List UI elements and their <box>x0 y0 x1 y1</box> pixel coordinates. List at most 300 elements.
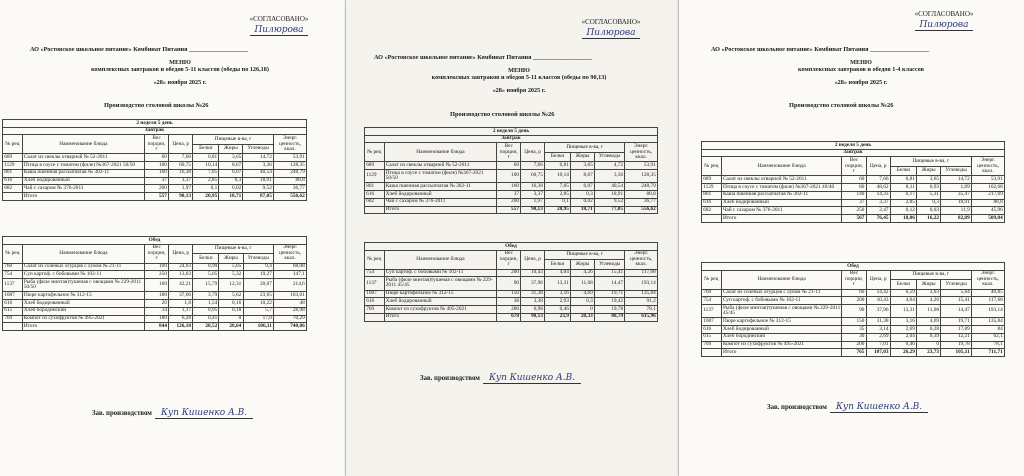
carbs: 3,36 <box>594 170 624 183</box>
col-header-nutrients: Пищевые в-ва, г <box>193 244 274 253</box>
total-energy: 556,62 <box>274 192 307 200</box>
recipe-number: 689 <box>702 176 722 184</box>
protein: 0,46 <box>890 341 916 349</box>
protein: 15,79 <box>193 279 219 292</box>
recipe-number: 1137 <box>702 305 722 318</box>
energy: 117,68 <box>625 269 658 277</box>
col-header-dish: Наименование блюда <box>22 244 144 263</box>
fat: 3,03 <box>917 289 941 297</box>
total-carbs: 88,79 <box>594 313 624 321</box>
total-energy: 509,04 <box>971 214 1004 222</box>
energy: 248,79 <box>625 183 658 191</box>
col-header-nutrients: Пищевые в-ва, г <box>890 270 971 279</box>
fat: 0,28 <box>917 326 941 334</box>
school-name: Производство столовой школы №26 <box>789 102 894 109</box>
col-header-protein: Белки <box>193 144 219 153</box>
dish-name: Салат из свеклы отварной № 52-2011 <box>721 176 842 184</box>
dish-name: Хлеб йодированный <box>721 199 842 207</box>
menu-sheet-3 <box>679 0 1024 476</box>
dish-name: Хлеб бородинский <box>721 333 842 341</box>
menu-date: «28» ноября 2025 г. <box>492 87 546 95</box>
total-protein: 20,95 <box>545 206 571 214</box>
fat: 3,65 <box>917 176 941 184</box>
col-header-carbs: Углеводы <box>941 280 972 289</box>
footer-label: Зав. производством <box>767 404 827 411</box>
energy: 48 <box>274 300 307 308</box>
col-header-fat: Жиры <box>219 144 243 153</box>
price: 16,38 <box>169 169 193 177</box>
recipe-number: 615 <box>702 333 722 341</box>
approval-label: «СОГЛАСОВАНО» <box>914 10 974 18</box>
empty-cell <box>365 313 385 321</box>
portion-weight: 250 <box>842 207 866 215</box>
table-row <box>702 184 1005 192</box>
energy: 128,35 <box>274 162 307 170</box>
organization-name: АО «Ростовское школьное питание» Комбинат Питания ___________________ <box>30 46 248 53</box>
price: 42,21 <box>169 279 193 292</box>
total-label: Итого <box>22 323 144 331</box>
portion-weight: 30 <box>842 333 866 341</box>
fat: 0,3 <box>219 177 243 185</box>
carbs: 14,72 <box>941 176 972 184</box>
carbs: 15,41 <box>594 269 624 277</box>
fat: 4,26 <box>571 269 595 277</box>
recipe-number: 769 <box>3 315 23 323</box>
total-fat: 16,22 <box>917 214 941 222</box>
portion-weight: 160 <box>145 169 169 177</box>
breakfast-section-title: Завтрак <box>365 135 658 143</box>
carbs: 19,71 <box>941 318 972 326</box>
dish-name: Салат из свеклы отварной № 52-2011 <box>384 162 497 170</box>
col-header-energy: Энерг. ценность, ккал. <box>274 244 307 263</box>
price: 1,97 <box>521 198 545 206</box>
menu-date: «28» ноября 2025 г. <box>834 79 888 87</box>
lunch-rows <box>3 263 307 330</box>
table-row <box>702 199 1005 207</box>
recipe-number: 769 <box>702 341 722 349</box>
price: 7,66 <box>521 162 545 170</box>
recipe-number: 1137 <box>3 279 23 292</box>
dish-name: Суп картоф. с бобовыми № 102-11 <box>22 271 144 279</box>
dish-name: Чай с сахаром № 376-2011 <box>721 207 842 215</box>
recipe-number: 760 <box>3 263 23 271</box>
fat: 0,39 <box>917 333 941 341</box>
total-weight: 844 <box>145 323 169 331</box>
dish-name: Птица в соусе с томатом (филе) №367-2021 50/50 <box>384 170 497 183</box>
total-label: Итого <box>22 192 144 200</box>
menu-table-lunch <box>364 242 658 322</box>
recipe-number: 689 <box>3 154 23 162</box>
dish-name: Компот из сухофруктов № 495-2021 <box>22 315 144 323</box>
dish-name: Хлеб йодированный <box>22 177 144 185</box>
dish-name: Чай с сахаром № 376-2011 <box>22 185 144 193</box>
price: 3,38 <box>521 298 545 306</box>
col-header-price: Цена, р <box>866 270 890 289</box>
col-header-weight: Вес порции, г <box>842 157 866 176</box>
approval-label: «СОГЛАСОВАНО» <box>249 15 309 23</box>
col-header-dish: Наименование блюда <box>384 250 497 269</box>
price: 6,28 <box>169 315 193 323</box>
menu-header <box>711 46 1011 87</box>
dish-name: Салат из соленых огурцов с луком № 21-11 <box>22 263 144 271</box>
dish-name: Салат из свеклы отварной № 52-2011 <box>22 154 144 162</box>
col-header-dish: Наименование блюда <box>721 270 842 289</box>
dish-name: Хлеб бородинский <box>22 307 144 315</box>
total-carbs: 87,05 <box>243 192 274 200</box>
total-fat: 20,33 <box>571 313 595 321</box>
price: 13,03 <box>169 271 193 279</box>
energy: 68,08 <box>274 263 307 271</box>
organization-name: АО «Ростовское школьное питание» Комбинат Питания ___________________ <box>374 54 592 61</box>
portion-weight: 150 <box>497 290 521 298</box>
signature-footer <box>92 408 253 418</box>
carbs: 17,89 <box>941 326 972 334</box>
carbs: 19,78 <box>594 306 624 314</box>
protein: 13,31 <box>545 277 571 290</box>
fat: 0,02 <box>571 198 595 206</box>
recipe-number: 616 <box>702 326 722 334</box>
portion-weight: 20 <box>145 300 169 308</box>
total-price: 90,13 <box>521 313 545 321</box>
total-carbs: 77,05 <box>594 206 624 214</box>
energy: 53,91 <box>971 176 1004 184</box>
fat: 3,65 <box>571 162 595 170</box>
price: 1,8 <box>169 300 193 308</box>
price: 10,43 <box>521 269 545 277</box>
col-header-dish: Наименование блюда <box>22 135 144 154</box>
col-header-protein: Белки <box>545 260 571 269</box>
lunch-rows <box>702 289 1005 356</box>
total-label: Итого <box>721 349 842 357</box>
col-header-carbs: Углеводы <box>594 152 624 161</box>
breakfast-section-title: Завтрак <box>702 149 1005 157</box>
portion-weight: 37 <box>497 191 521 199</box>
protein: 0,1 <box>193 185 219 193</box>
total-protein: 20,95 <box>193 192 219 200</box>
fat: 0 <box>219 315 243 323</box>
col-header-fat: Жиры <box>571 152 595 161</box>
protein: 4,04 <box>545 269 571 277</box>
carbs: 1,89 <box>941 184 972 192</box>
col-header-energy: Энерг. ценность, ккал. <box>274 135 307 154</box>
energy: 248,79 <box>274 169 307 177</box>
portion-weight: 37 <box>145 177 169 185</box>
protein: 1,54 <box>193 300 219 308</box>
dish-name: Рыба (филе минтая)тушеная с овощами № 229-2011 45/45 <box>384 277 497 290</box>
energy: 193,14 <box>971 305 1004 318</box>
price: 1,17 <box>169 307 193 315</box>
menu-sheet-1 <box>0 0 345 476</box>
fat: 5,62 <box>219 292 243 300</box>
fat: 12,31 <box>219 279 243 292</box>
protein: 2,93 <box>545 298 571 306</box>
menu-table-lunch <box>701 262 1005 357</box>
total-label: Итого <box>384 313 497 321</box>
carbs: 17,8 <box>243 315 274 323</box>
breakfast-rows <box>365 162 658 214</box>
total-energy: 711,71 <box>971 349 1004 357</box>
fat: 11,08 <box>917 305 941 318</box>
fat: 0 <box>917 341 941 349</box>
protein: 5,05 <box>193 271 219 279</box>
recipe-number: 616 <box>365 298 385 306</box>
price: 3,37 <box>169 177 193 185</box>
menu-header <box>30 46 330 87</box>
table-row <box>3 292 307 300</box>
recipe-number: 682 <box>365 198 385 206</box>
recipe-number: 689 <box>365 162 385 170</box>
table-row <box>365 298 658 306</box>
col-header-protein: Белки <box>890 166 916 175</box>
col-header-recipe: № рец <box>702 157 722 176</box>
recipe-number: 754 <box>702 297 722 305</box>
table-row <box>3 271 307 279</box>
energy: 88,8 <box>971 199 1004 207</box>
fat: 6,07 <box>219 169 243 177</box>
table-row <box>365 183 658 191</box>
dish-name: Каша пшенная рассыпчатая № 302-11 <box>721 191 842 199</box>
energy: 78,1 <box>625 306 658 314</box>
total-fat: 28,64 <box>219 323 243 331</box>
carbs: 19,27 <box>243 271 274 279</box>
col-header-carbs: Углеводы <box>594 260 624 269</box>
carbs: 19,42 <box>594 298 624 306</box>
protein: 7,05 <box>193 169 219 177</box>
table-row <box>702 318 1005 326</box>
total-row <box>365 313 658 321</box>
col-header-price: Цена, р <box>521 143 545 162</box>
total-weight: 557 <box>497 206 521 214</box>
portion-weight: 60 <box>497 162 521 170</box>
portion-weight: 160 <box>497 183 521 191</box>
protein: 3,16 <box>545 290 571 298</box>
footer-label: Зав. производством <box>420 375 480 382</box>
table-row <box>365 306 658 314</box>
portion-weight: 100 <box>497 170 521 183</box>
energy: 135,84 <box>971 318 1004 326</box>
menu-title: МЕНЮ <box>508 67 530 75</box>
fat: 0,3 <box>917 199 941 207</box>
price: 7,66 <box>866 176 890 184</box>
price: 37,66 <box>169 292 193 300</box>
footer-signature: Куп Кишенко А.В. <box>155 408 253 419</box>
recipe-number: 616 <box>365 191 385 199</box>
price: 2,47 <box>866 207 890 215</box>
empty-cell <box>3 192 23 200</box>
week-day-label: 2 неделя 5 день <box>702 142 1005 150</box>
dish-name: Компот из сухофруктов № 495-2021 <box>384 306 497 314</box>
dish-name: Суп картоф. с бобовыми № 102-11 <box>721 297 842 305</box>
carbs: 20,07 <box>243 279 274 292</box>
col-header-energy: Энерг. ценность, ккал. <box>625 250 658 269</box>
price: 2,69 <box>866 333 890 341</box>
recipe-number: 616 <box>702 199 722 207</box>
price: 60,75 <box>521 170 545 183</box>
total-weight: 557 <box>145 192 169 200</box>
price: 24,03 <box>169 263 193 271</box>
col-header-carbs: Углеводы <box>243 144 274 153</box>
table-row <box>3 177 307 185</box>
portion-weight: 37 <box>842 199 866 207</box>
total-price: 90,13 <box>169 192 193 200</box>
total-fat: 18,71 <box>219 192 243 200</box>
protein: 10,14 <box>193 162 219 170</box>
dish-name: Птица в соусе с томатом (филе) №367-2021 50/50 <box>22 162 144 170</box>
table-row <box>365 269 658 277</box>
col-header-energy: Энерг. ценность, ккал. <box>625 143 658 162</box>
portion-weight: 100 <box>145 279 169 292</box>
price: 1,97 <box>169 185 193 193</box>
protein: 0,12 <box>890 207 916 215</box>
carbs: 14,47 <box>594 277 624 290</box>
total-carbs: 106,11 <box>243 323 274 331</box>
empty-cell <box>365 206 385 214</box>
protein: 0,81 <box>890 176 916 184</box>
portion-weight: 90 <box>497 277 521 290</box>
energy: 78,1 <box>971 341 1004 349</box>
school-name: Производство столовой школы №26 <box>104 102 209 109</box>
dish-name: Компот из сухофруктов № 495-2021 <box>721 341 842 349</box>
col-header-energy: Энерг. ценность, ккал. <box>971 157 1004 176</box>
dish-name: Рыба (филе минтая)тушеная с овощами № 229-2011 45/45 <box>722 304 841 317</box>
dish-name: Рыба (филе минтая)тушеная с овощами № 229-2011 50/50 <box>22 279 144 292</box>
carbs: 40,54 <box>243 169 274 177</box>
price: 14,42 <box>866 289 890 297</box>
empty-cell <box>702 349 722 357</box>
col-header-carbs: Углеводы <box>243 254 274 263</box>
fat: 5,05 <box>219 263 243 271</box>
recipe-number: 760 <box>702 289 722 297</box>
total-price: 126,18 <box>169 323 193 331</box>
recipe-number: 616 <box>3 177 23 185</box>
total-row <box>702 214 1005 222</box>
fat: 5,32 <box>219 271 243 279</box>
total-energy: 740,06 <box>274 323 307 331</box>
recipe-number: 754 <box>365 269 385 277</box>
recipe-number: 769 <box>365 306 385 314</box>
energy: 36,77 <box>274 185 307 193</box>
recipe-number: 754 <box>3 271 23 279</box>
total-weight: 567 <box>842 214 866 222</box>
col-header-recipe: № рец <box>365 143 385 162</box>
portion-weight: 200 <box>145 185 169 193</box>
price: 3,37 <box>521 191 545 199</box>
table-row <box>702 341 1005 349</box>
menu-title: МЕНЮ <box>850 59 872 67</box>
dish-name: Хлеб йодированный <box>721 326 842 334</box>
energy: 88,8 <box>625 191 658 199</box>
dish-name: Каша пшенная рассыпчатая № 302-11 <box>384 183 497 191</box>
fat: 5,31 <box>917 191 941 199</box>
table-row <box>3 169 307 177</box>
protein: 2,85 <box>890 199 916 207</box>
signature-footer <box>420 373 581 383</box>
price: 14,33 <box>866 191 890 199</box>
school-name: Производство столовой школы №26 <box>450 111 555 118</box>
menu-table-lunch <box>2 236 307 331</box>
col-header-nutrients: Пищевые в-ва, г <box>545 143 625 152</box>
protein: 0,59 <box>890 289 916 297</box>
approval-signature: Пилюрова <box>915 20 972 31</box>
col-header-recipe: № рец <box>3 135 23 154</box>
price: 48,62 <box>866 184 890 192</box>
table-row <box>3 185 307 193</box>
dish-name: Птица в соусе с томатом (филе) №367-2021 40/40 <box>721 184 842 192</box>
menu-title: МЕНЮ <box>169 59 191 67</box>
portion-weight: 180 <box>145 292 169 300</box>
protein: 2,85 <box>193 177 219 185</box>
price: 3,37 <box>866 199 890 207</box>
energy: 193,14 <box>625 277 658 290</box>
recipe-number: 682 <box>3 185 23 193</box>
carbs: 9,52 <box>243 185 274 193</box>
total-protein: 18,06 <box>890 214 916 222</box>
protein: 0,81 <box>545 162 571 170</box>
col-header-weight: Вес порции, г <box>497 250 521 269</box>
breakfast-rows <box>702 176 1005 222</box>
col-header-protein: Белки <box>890 280 916 289</box>
carbs: 18,91 <box>941 199 972 207</box>
col-header-price: Цена, р <box>169 135 193 154</box>
menu-subtitle: комплексных завтраков и обедов 1-4 классов <box>798 66 924 74</box>
fat: 0,16 <box>219 300 243 308</box>
dish-name: Каша пшенная рассыпчатая № 302-11 <box>22 169 144 177</box>
portion-weight: 100 <box>145 263 169 271</box>
table-row <box>3 279 307 292</box>
recipe-number: 1087 <box>3 292 23 300</box>
energy: 84 <box>971 326 1004 334</box>
col-header-carbs: Углеводы <box>941 166 972 175</box>
energy: 36,77 <box>625 198 658 206</box>
dish-name: Пюре картофельное № 312-15 <box>384 290 497 298</box>
fat: 4,69 <box>917 318 941 326</box>
signature-footer <box>767 402 928 412</box>
lunch-section-title: Обед <box>3 237 307 245</box>
carbs: 23,65 <box>243 292 274 300</box>
carbs: 40,54 <box>594 183 624 191</box>
portion-weight: 180 <box>145 315 169 323</box>
price: 10,43 <box>866 297 890 305</box>
table-row <box>365 290 658 298</box>
table-row <box>702 297 1005 305</box>
total-row <box>3 192 307 200</box>
protein: 7,05 <box>545 183 571 191</box>
fat: 3,65 <box>219 154 243 162</box>
portion-weight: 250 <box>145 271 169 279</box>
col-header-weight: Вес порции, г <box>145 244 169 263</box>
dish-name: Суп картоф. с бобовыми № 102-11 <box>384 269 497 277</box>
col-header-price: Цена, р <box>866 157 890 176</box>
recipe-number: 801 <box>3 169 23 177</box>
protein: 4,04 <box>890 297 916 305</box>
total-fat: 23,73 <box>917 349 941 357</box>
menu-subtitle: комплексных завтраков и обедов 5-11 классов (обеды по 90,13) <box>431 74 607 82</box>
protein: 8,11 <box>890 184 916 192</box>
col-header-protein: Белки <box>193 254 219 263</box>
portion-weight: 200 <box>842 297 866 305</box>
col-header-nutrients: Пищевые в-ва, г <box>890 157 971 166</box>
recipe-number: 1129 <box>702 184 722 192</box>
empty-cell <box>3 323 23 331</box>
col-header-energy: Энерг. ценность, ккал. <box>971 270 1004 289</box>
energy: 128,35 <box>625 170 658 183</box>
protein: 2,85 <box>545 191 571 199</box>
carbs: 19,78 <box>941 341 972 349</box>
dish-name: Хлеб йодированный <box>22 300 144 308</box>
portion-weight: 38 <box>497 298 521 306</box>
portion-weight: 80 <box>842 184 866 192</box>
col-header-weight: Вес порции, г <box>842 270 866 289</box>
